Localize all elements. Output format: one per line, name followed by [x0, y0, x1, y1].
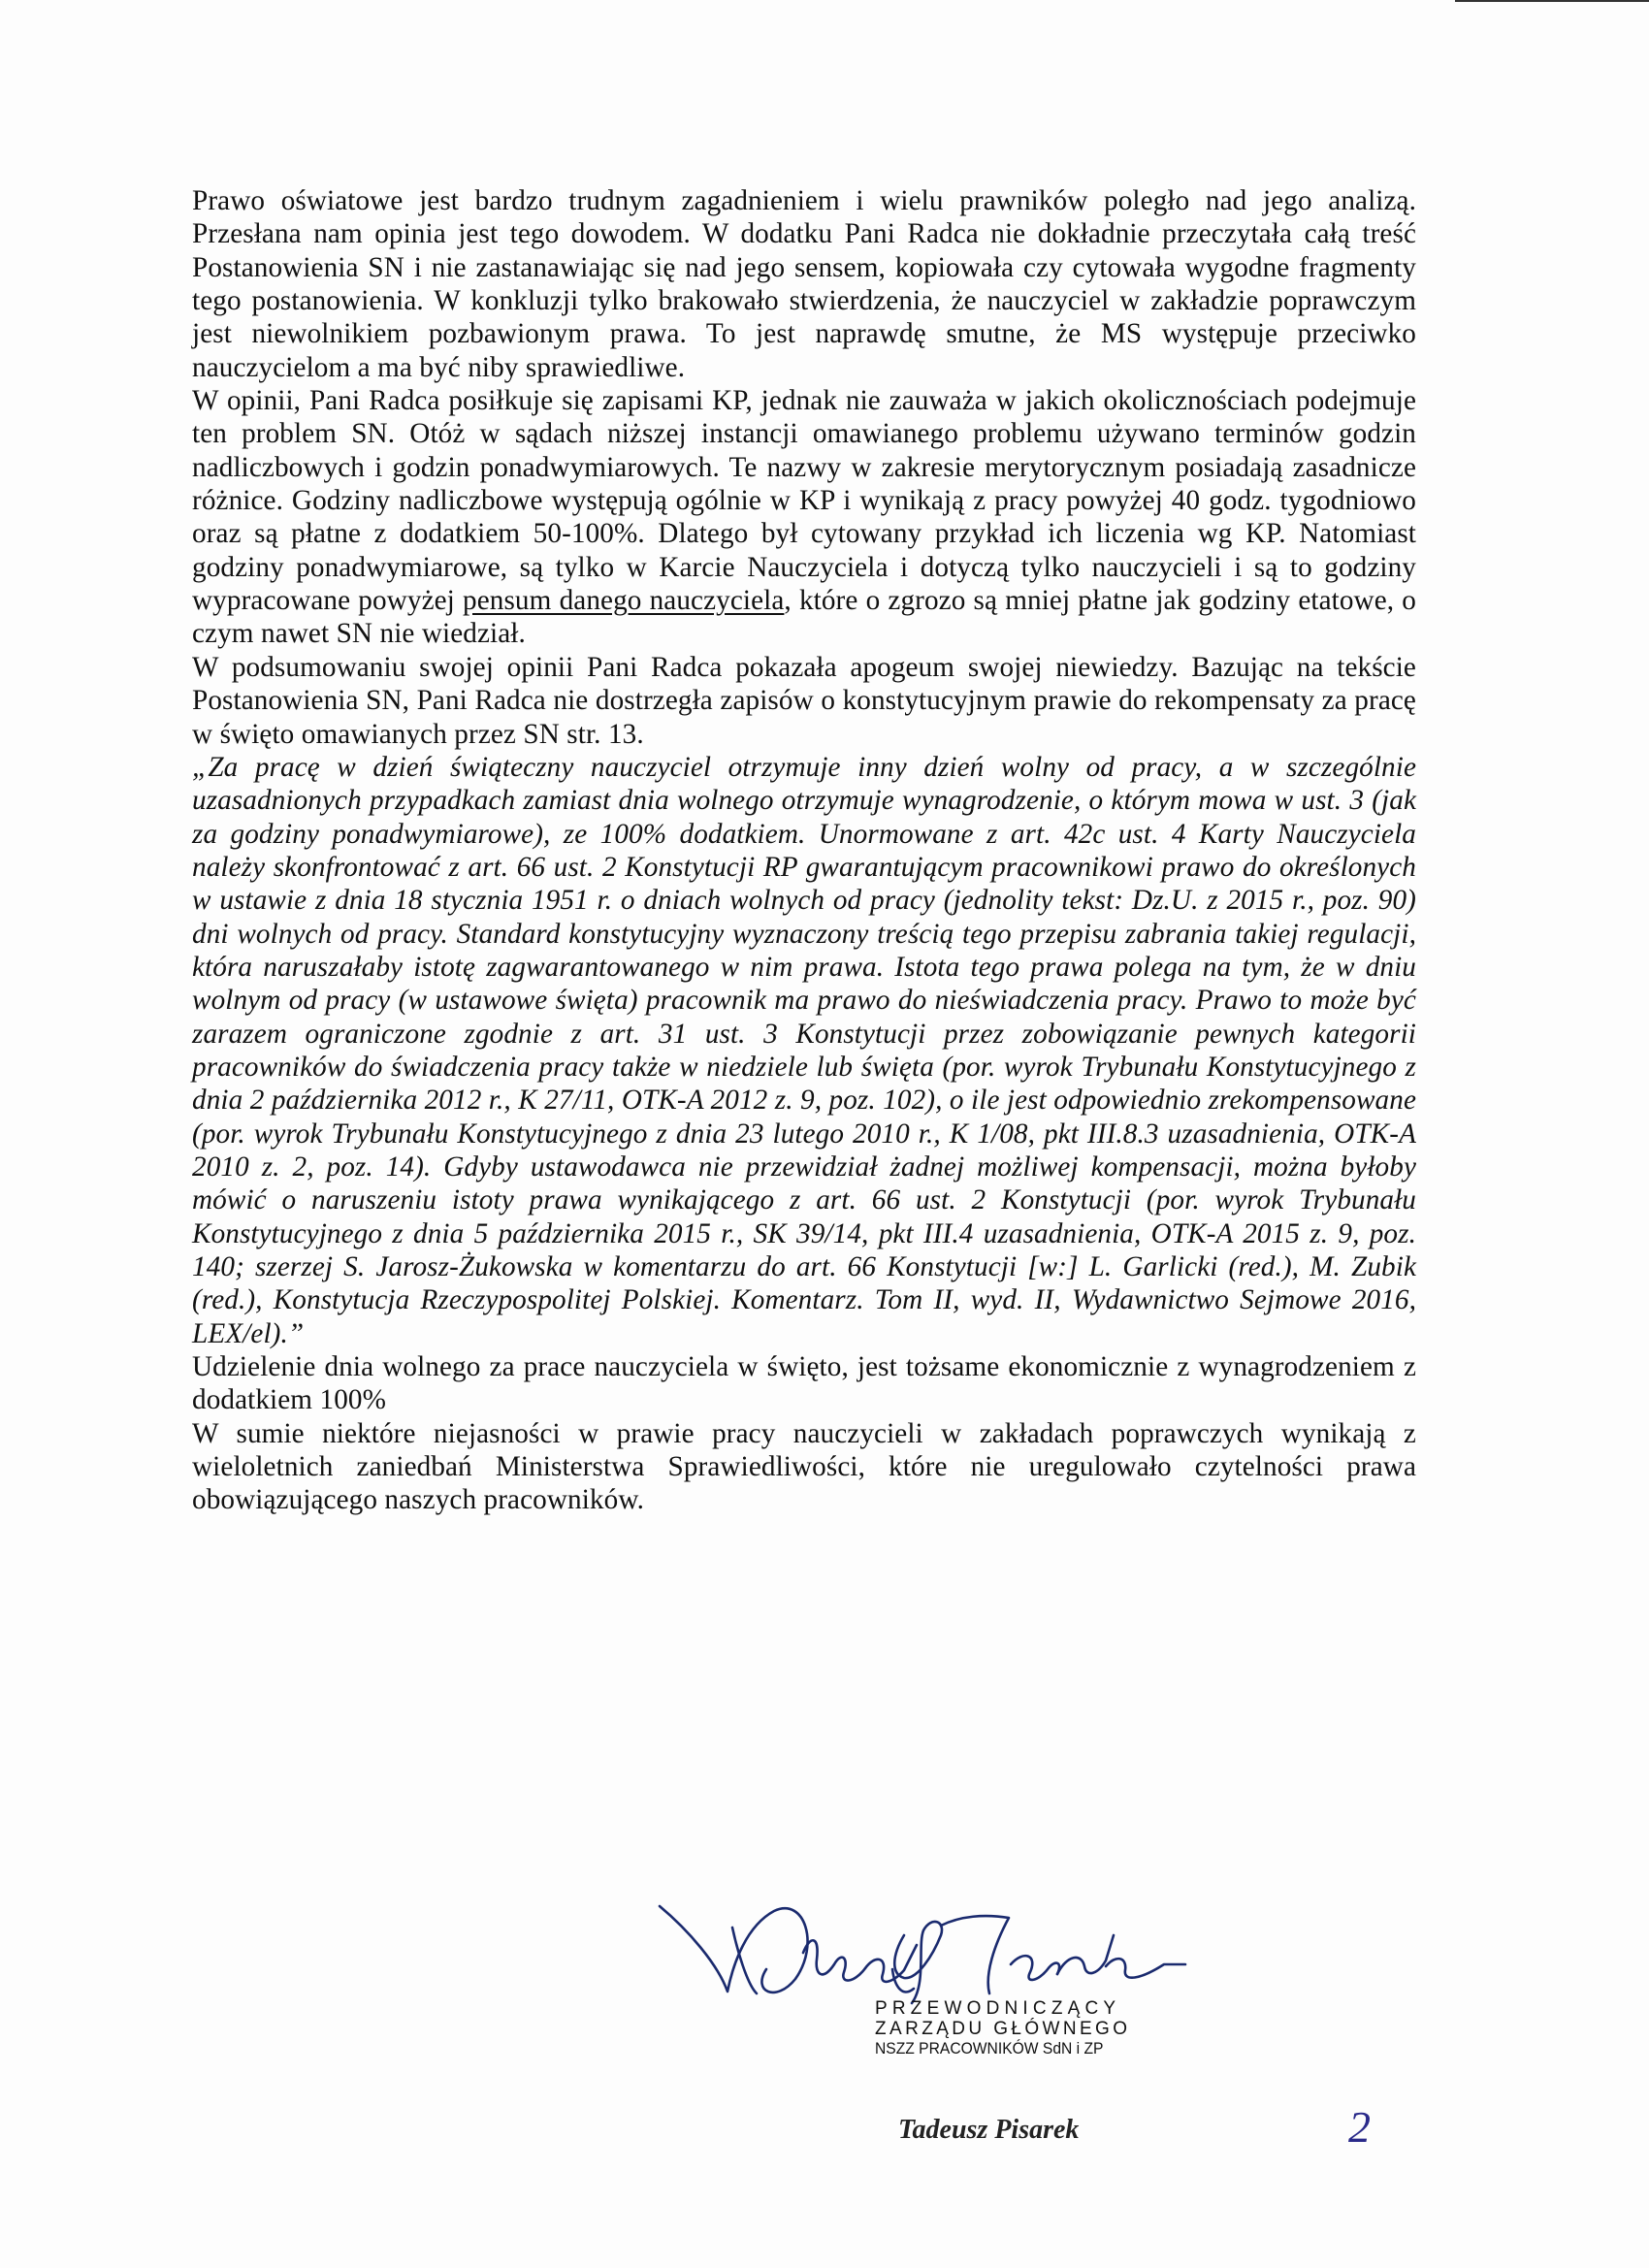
official-stamp	[875, 1998, 1195, 2058]
paragraph-5: W sumie niektóre niejasności w prawie pracy nauczycieli w zakładach poprawczych wynikają z wieloletnich zaniedbań Ministerstwa Sprawiedliwości, które nie uregulowało czytelności prawa obowiązującego naszych pracowników.	[192, 1417, 1416, 1516]
paragraph-1: Prawo oświatowe jest bardzo trudnym zagadnieniem i wielu prawników poległo nad jego analizą. Przesłana nam opinia jest tego dowodem. W dodatku Pani Radca nie dokładnie przeczytała całą treść Postanowienia SN i nie zastanawiając się nad jego sensem, kopiowała czy cytowała wygodne fragmenty tego postanowienia. W konkluzji tylko brakowało stwierdzenia, że nauczyciel w zakładzie poprawczym jest niewolnikiem pozbawionym prawa. To jest naprawdę smutne, że MS występuje przeciwko nauczycielom a ma być niby sprawiedliwe.	[192, 185, 1416, 383]
handwritten-signature	[650, 1877, 1193, 2100]
paragraph-2-end: , które o zgrozo są mniej płatne jak godziny etatowe, o czym nawet SN nie wiedział.	[192, 585, 1416, 650]
paragraph-2-text: W opinii, Pani Radca posiłkuje się zapisami KP, jednak nie zauważa w jakich okolicznościach podejmuje ten problem SN. Otóż w sądach niższej instancji omawianego problemu używano terminów godzin nadliczbowych i godzin ponadwymiarowych. Te nazwy w zakresie merytorycznym posiadają zasadnicze różnice. Godziny nadliczbowe występują ogólnie w KP i wynikają z pracy powyżej 40 godz. tygodniowo oraz są płatne z dodatkiem 50-100%. Dlatego był cytowany przykład ich liczenia wg KP. Natomiast godziny ponadwymiarowe, są tylko w Karcie Nauczyciela i dotyczą tylko nauczycieli i są to godziny wypracowane powyżej	[192, 385, 1416, 617]
scan-edge-line	[1455, 0, 1649, 2]
page-number: 2	[1348, 2102, 1371, 2152]
paragraph-4: Udzielenie dnia wolnego za prace nauczyciela w święto, jest tożsame ekonomicznie z wynagrodzeniem z dodatkiem 100%	[192, 1351, 1416, 1416]
signer-name: Tadeusz Pisarek	[898, 2115, 1080, 2145]
stamp-organization: NSZZ PRACOWNIKÓW SdN i ZP	[875, 2039, 1104, 2057]
paragraph-2	[192, 384, 1416, 651]
letter-body	[192, 184, 1416, 1517]
stamp-board: ZARZĄDU GŁÓWNEGO	[875, 2019, 1131, 2039]
underlined-phrase: pensum danego nauczyciela	[463, 585, 785, 617]
court-quote: „Za pracę w dzień świąteczny nauczyciel otrzymuje inny dzień wolny od pracy, a w szczególnie uzasadnionych przypadkach zamiast dnia wolnego otrzymuje wynagrodzenie, o którym mowa w ust. 3 (jak za godziny ponadwymiarowe), ze 100% dodatkiem. Unormowane z art. 42c ust. 4 Karty Nauczyciela należy skonfrontować z art. 66 ust. 2 Konstytucji RP gwarantującym pracownikowi prawo do określonych w ustawie z dnia 18 stycznia 1951 r. o dniach wolnych od pracy (jednolity tekst: Dz.U. z 2015 r., poz. 90) dni wolnych od pracy. Standard konstytucyjny wyznaczony treścią tego przepisu zabrania takiej regulacji, która naruszałaby istotę zagwarantowanego w nim prawa. Istota tego prawa polega na tym, że w dniu wolnym od pracy (w ustawowe święta) pracownik ma prawo do nieświadczenia pracy. Prawo to może być zarazem ograniczone zgodnie z art. 31 ust. 3 Konstytucji przez zobowiązanie pewnych kategorii pracowników do świadczenia pracy także w niedziele lub święta (por. wyrok Trybunału Konstytucyjnego z dnia 2 października 2012 r., K 27/11, OTK-A 2012 z. 9, poz. 102), o ile jest odpowiednio zrekompensowane (por. wyrok Trybunału Konstytucyjnego z dnia 23 lutego 2010 r., K 1/08, pkt III.8.3 uzasadnienia, OTK-A 2010 z. 2, poz. 14). Gdyby ustawodawca nie przewidział żadnej możliwej kompensacji, można byłoby mówić o naruszeniu istoty prawa wynikającego z art. 66 ust. 2 Konstytucji (por. wyrok Trybunału Konstytucyjnego z dnia 5 października 2015 r., SK 39/14, pkt III.4 uzasadnienia, OTK-A 2015 z. 9, poz. 140; szerzej S. Jarosz-Żukowska w komentarzu do art. 66 Konstytucji [w:] L. Garlicki (red.), M. Zubik (red.), Konstytucja Rzeczypospolitej Polskiej. Komentarz. Tom II, wyd. II, Wydawnictwo Sejmowe 2016, LEX/el).”	[192, 751, 1416, 1349]
stamp-title: PRZEWODNICZĄCY	[875, 1998, 1121, 2019]
paragraph-3: W podsumowaniu swojej opinii Pani Radca pokazała apogeum swojej niewiedzy. Bazując na tekście Postanowienia SN, Pani Radca nie dostrzegła zapisów o konstytucyjnym prawie do rekompensaty za pracę w święto omawianych przez SN str. 13.	[192, 651, 1416, 750]
